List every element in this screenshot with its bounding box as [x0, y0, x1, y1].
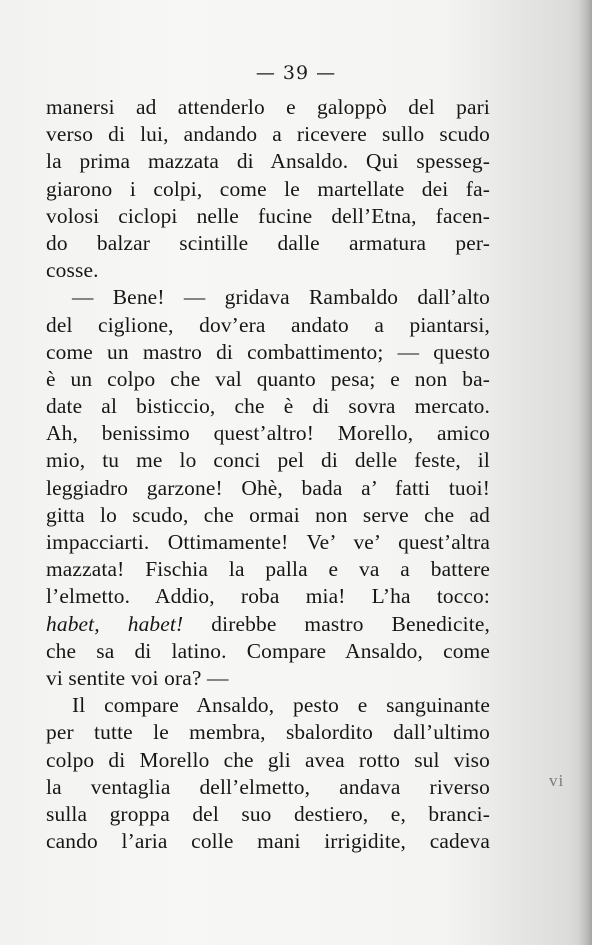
text-line: Ah, benissimo quest’altro! Morello, amico [46, 421, 490, 446]
text-line: manersi ad attenderlo e galoppò del pari [46, 95, 490, 119]
page-edge-shadow [578, 0, 592, 945]
text-line: cosse. [46, 258, 99, 283]
margin-mark: vi [549, 771, 565, 790]
text-line: la prima mazzata di Ansaldo. Qui spesseg- [46, 149, 490, 174]
page-number: — 39 — [255, 62, 337, 84]
text-line: mio, tu me lo conci pel di delle feste, il [46, 448, 490, 473]
text-line: impacciarti. Ottimamente! Ve’ ve’ quest’altra [46, 530, 490, 554]
body-text [46, 94, 490, 855]
text-line: del ciglione, dov’era andato a piantarsi, [46, 312, 490, 337]
text-line: l’elmetto. Addio, roba mia! L’ha tocco: [46, 584, 490, 609]
text-line: vi sentite voi ora? — [46, 665, 229, 690]
text-line: colpo di Morello che gli avea rotto sul viso [46, 747, 490, 772]
text-line: come un mastro di combattimento; — questo [46, 339, 490, 364]
text-line: volosi ciclopi nelle fucine dell’Etna, facen- [46, 203, 490, 228]
text-line: gitta lo scudo, che ormai non serve che ad [46, 502, 490, 527]
text-line: giarono i colpi, come le martellate dei fa- [46, 176, 490, 201]
text-line: Il compare Ansaldo, pesto e sanguinante [72, 693, 490, 718]
italic-phrase: habet, habet! [46, 611, 184, 636]
text-line: per tutte le membra, sbalordito dall’ultimo [46, 720, 490, 745]
text-line: che sa di latino. Compare Ansaldo, come [46, 638, 490, 663]
text-line: la ventaglia dell’elmetto, andava riverso [46, 774, 490, 799]
text-line: verso di lui, andando a ricevere sullo scudo [46, 122, 490, 147]
text-line: mazzata! Fischia la palla e va a battere [46, 557, 490, 582]
text-line [46, 611, 490, 638]
text-line: date al bisticcio, che è di sovra mercato. [46, 394, 490, 419]
text-line: sulla groppa del suo destiero, e, branci- [46, 801, 490, 826]
text-line: è un colpo che val quanto pesa; e non ba- [46, 366, 490, 391]
text-line: do balzar scintille dalle armatura per- [46, 230, 490, 255]
text-line: cando l’aria colle mani irrigidite, cadeva [46, 829, 490, 854]
text-line-rest: direbbe mastro Benedicite, [183, 611, 490, 636]
text-line: — Bene! — gridava Rambaldo dall’alto [72, 285, 490, 310]
text-line: leggiadro garzone! Ohè, bada a’ fatti tuoi! [46, 475, 490, 500]
